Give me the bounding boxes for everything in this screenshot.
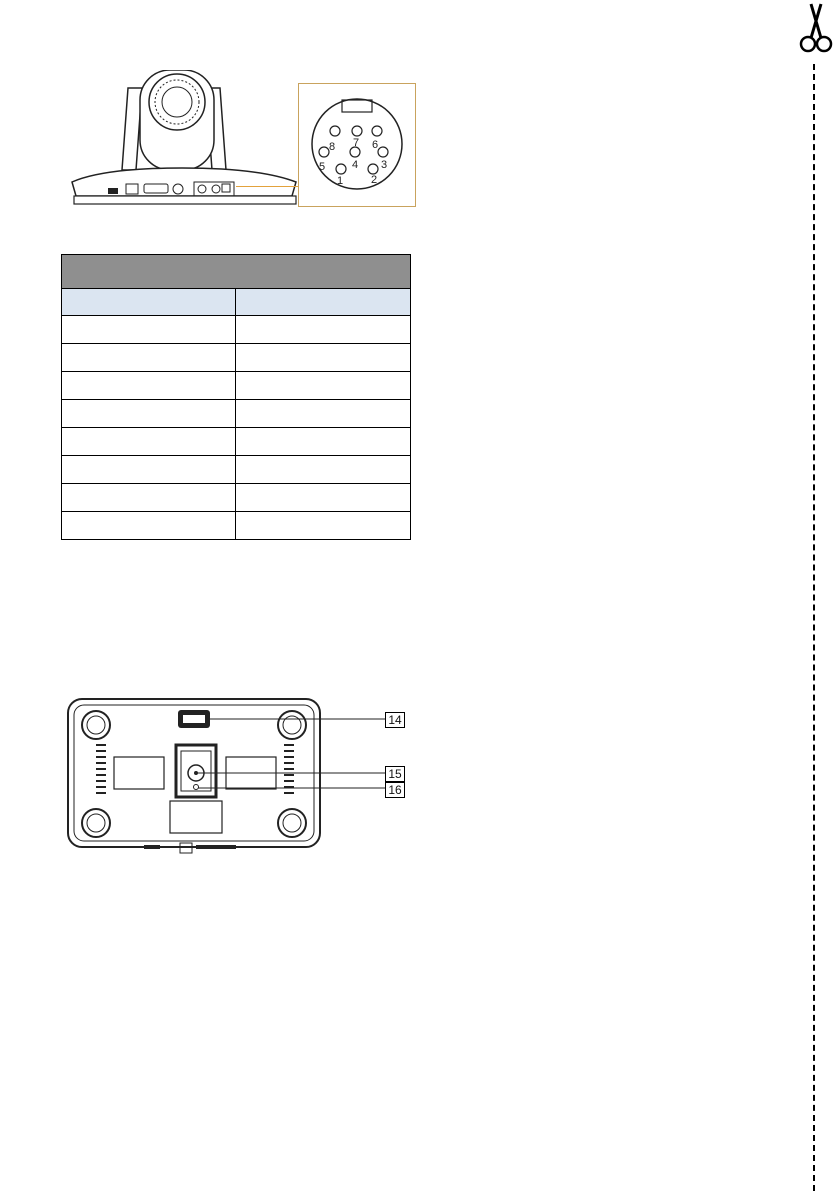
table-header-cell (62, 289, 236, 316)
connector-pinout-detail (298, 83, 416, 207)
table-row (62, 372, 411, 400)
table-cell (236, 372, 411, 400)
table-title (62, 255, 411, 289)
callout-16: 16 (385, 782, 405, 798)
table-cell (236, 316, 411, 344)
callout-14: 14 (385, 712, 405, 728)
table-row (62, 344, 411, 372)
table-cell (236, 344, 411, 372)
scissors-icon (796, 0, 836, 60)
table-cell (236, 456, 411, 484)
pin-label-4: 4 (352, 159, 359, 171)
table-cell (62, 456, 236, 484)
table-cell (62, 428, 236, 456)
table-cell (62, 316, 236, 344)
table-row (62, 484, 411, 512)
detail-leader-line (236, 186, 298, 187)
pin-label-2: 2 (371, 174, 378, 186)
camera-bottom-view-illustration (66, 695, 406, 865)
table-cell (236, 428, 411, 456)
pinout-table (61, 254, 411, 540)
pin-label-1: 1 (337, 175, 344, 187)
mini-din-connector-diagram (299, 84, 415, 206)
table-header-row (62, 289, 411, 316)
table-cell (62, 400, 236, 428)
cut-line (813, 64, 815, 1191)
table-cell (236, 484, 411, 512)
table-cell (62, 372, 236, 400)
table-cell (62, 484, 236, 512)
callout-15: 15 (385, 766, 405, 782)
table-cell (236, 400, 411, 428)
pin-label-7: 7 (353, 137, 360, 149)
table-cell (62, 512, 236, 540)
table-row (62, 428, 411, 456)
table-header-cell (236, 289, 411, 316)
camera-rear-view-illustration (64, 70, 304, 212)
table-cell (62, 344, 236, 372)
pin-label-8: 8 (329, 141, 336, 153)
table-cell (236, 512, 411, 540)
pin-label-3: 3 (381, 159, 388, 171)
pin-label-5: 5 (319, 161, 326, 173)
table-row (62, 316, 411, 344)
pin-label-6: 6 (372, 139, 379, 151)
table-row (62, 512, 411, 540)
table-row (62, 456, 411, 484)
table-title-row (62, 255, 411, 289)
table-row (62, 400, 411, 428)
